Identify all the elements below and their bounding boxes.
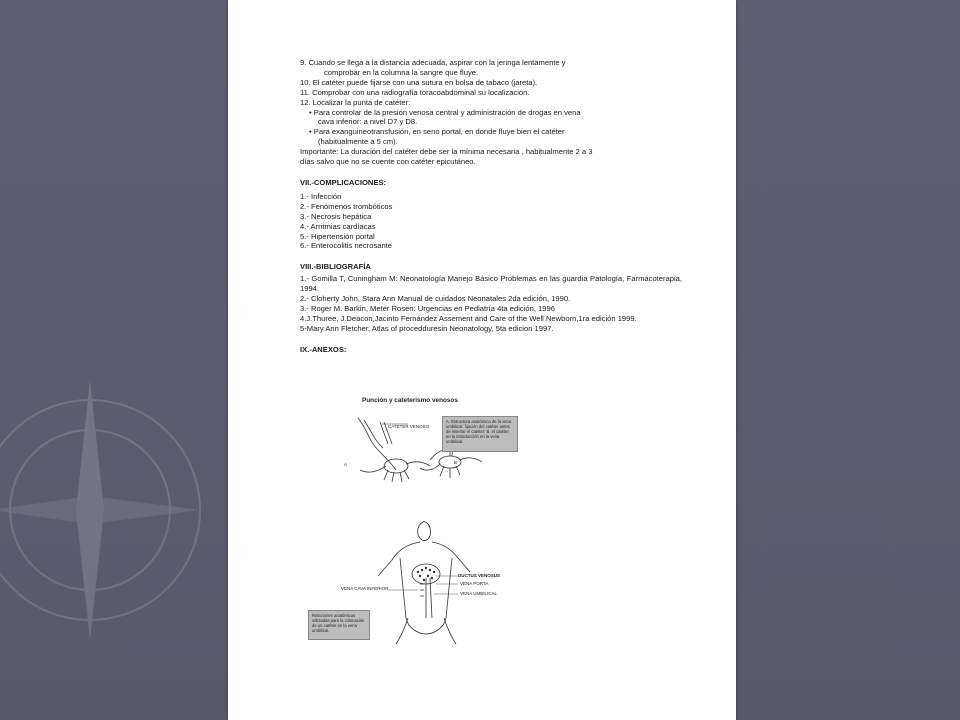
step-9: 9. Cuando se llega a la distancia adecuada, aspirar con la jeringa lentamente y comprobar en la columna la sangre que fluye. bbox=[300, 58, 566, 77]
document-page bbox=[228, 0, 736, 720]
list-item: 3.- Necrosis hepática bbox=[300, 211, 372, 221]
list-item: 4.- Arritmias cardíacas bbox=[300, 221, 376, 231]
bibliography-item: 2.- Cloherty John, Stara Ann Manual de cuidados Neonatales 2da edición, 1990. bbox=[300, 294, 571, 304]
important-note: Importante: La duración del catéter debe ser la mínima necesaria , habitualmente 2 a 3 días salvo que no se cuente con catéter epicutáneo. bbox=[300, 147, 593, 167]
ductus-label: DUCTUS VENOSUS bbox=[458, 573, 501, 578]
bibliography-item: 1.- Gomilla T, Cuningham M: Neonatología Manejo Básico Problemas en las guardia Patología, Farmacoterapia, 1994. bbox=[300, 274, 682, 294]
bullet-item: • Para exanguineotransfusión, en seno portal, en donde fluye bien el catéter (habitualmente a 5 cm). bbox=[309, 127, 565, 147]
figure-note-box: A. Estructura anatómica de la vena umbilical: fijación del catéter antes de insertar el catéter; B. el catéter en la introducción en la vena umbilical. bbox=[442, 416, 518, 452]
complications-heading: VII.-COMPLICACIONES: bbox=[300, 177, 387, 187]
list-item: 2.- Fenómenos trombóticos bbox=[300, 201, 393, 211]
step-11: 11. Comprobar con una radiografía toracoabdominal su localización. bbox=[300, 87, 530, 97]
figure-title: Punción y cateterismo venosos bbox=[362, 397, 458, 404]
portal-label: VENA PORTA bbox=[460, 581, 489, 586]
step-10: 10. El catéter puede fijarse con una sutura en bolsa de tabaco (jareta). bbox=[300, 77, 538, 87]
bibliography-item: 4.J.Thuree, J.Deacon,Jacinto Fernández Assement and Care of the Well Newborn,1ra edición 1999. bbox=[300, 313, 637, 323]
step-12: 12. Localizar la punta de catéter: bbox=[300, 97, 411, 107]
compass-watermark-icon bbox=[0, 360, 228, 690]
anatomy-note-box: Relaciones anatómicas utilizadas para la colocación de un catéter en la vena umbilical. bbox=[308, 610, 370, 640]
catheter-label: CATETER VENOSO bbox=[388, 424, 430, 429]
bibliography-item: 3.- Roger M. Barkin, Meter Rosen: Urgencias en Pediatría 4ta edición, 1996 bbox=[300, 303, 555, 313]
cava-label: VENA CAVA INFERIOR bbox=[341, 586, 389, 591]
label-b: B bbox=[454, 460, 458, 465]
list-item: 5.- Hipertensión portal bbox=[300, 231, 375, 241]
bullet-item: • Para controlar de la presión venosa central y administración de drogas en vena cava inferior: a nivel D7 y D8. bbox=[309, 107, 581, 127]
bibliography-heading: VIII.-BIBLIOGRAFÍA bbox=[300, 262, 371, 272]
umbilical-label: VENA UMBILICAL bbox=[460, 591, 498, 596]
bibliography-item: 5-Mary Ann Fletcher, Atlas of procedduresin Neonatology, 5ta edicion 1997. bbox=[300, 323, 554, 333]
list-item: 1.- Infección bbox=[300, 191, 342, 201]
label-a: A bbox=[344, 462, 348, 467]
annexes-heading: IX.-ANEXOS: bbox=[300, 344, 347, 354]
list-item: 6.- Enterocolitis necrosante bbox=[300, 241, 393, 251]
slide-background-right bbox=[736, 0, 960, 720]
document-text bbox=[300, 58, 682, 357]
